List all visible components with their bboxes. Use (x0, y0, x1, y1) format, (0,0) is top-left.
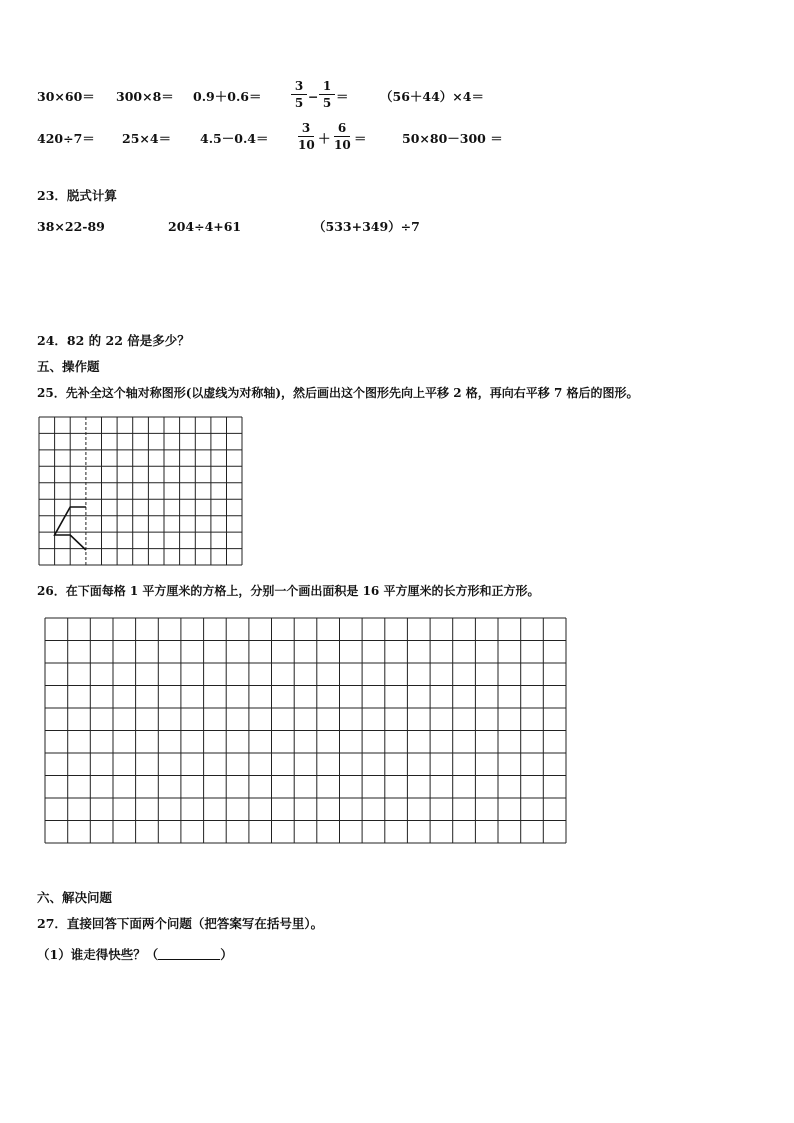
calc-30x60: 30×60＝ (37, 89, 95, 104)
q23-title: 23．脱式计算 (37, 188, 117, 203)
q27-title: 27．直接回答下面两个问题（把答案写在括号里）。 (37, 916, 324, 931)
equals-sign: ＝ (336, 89, 349, 104)
calc-50x80-300: 50×80－300 ＝ (402, 131, 503, 146)
q27-sub1-close: ） (220, 947, 233, 962)
q24-title: 24．82 的 22 倍是多少？ (37, 333, 190, 348)
answer-blank[interactable] (158, 948, 220, 960)
q23-item-2: 204÷4+61 (168, 219, 242, 234)
fraction-3-10: $\frac{3}{10}$ (298, 121, 315, 152)
q27-sub1-label: （1）谁走得快些？（ (37, 947, 159, 962)
section-6-title: 六、解决问题 (37, 890, 113, 905)
q27-sub1 (37, 948, 233, 962)
fraction-6-10: $\frac{6}{10}$ (334, 121, 351, 152)
calc-25x4: 25×4＝ (122, 131, 172, 146)
equals-sign-2: ＝ (354, 131, 367, 146)
calc-4.5-0.4: 4.5－0.4＝ (200, 131, 269, 146)
q26-title: 26．在下面每格 1 平方厘米的方格上，分别一个画出面积是 16 平方厘米的长方形和正方形。 (37, 584, 540, 598)
q23-item-3: （533+349）÷7 (313, 219, 420, 234)
q23-item-1: 38×22-89 (37, 219, 105, 234)
fraction-1-5: $\frac{1}{5}$ (319, 80, 335, 110)
q26-grid-lines (45, 618, 566, 843)
calc-300x8: 300×8＝ (116, 89, 174, 104)
calc-420div7: 420÷7＝ (37, 131, 95, 146)
calc-0.9+0.6: 0.9＋0.6＝ (193, 89, 262, 104)
plus-sign: ＋ (318, 131, 331, 146)
calc-56+44x4: （56＋44）×4＝ (380, 89, 484, 104)
section-5-title: 五、操作题 (37, 359, 100, 374)
fraction-3-5: $\frac{3}{5}$ (291, 80, 307, 110)
q25-title: 25．先补全这个轴对称图形(以虚线为对称轴)，然后画出这个图形先向上平移 2 格，再向右平移 7 格后的图形。 (37, 386, 639, 400)
minus-sign: − (308, 89, 319, 104)
